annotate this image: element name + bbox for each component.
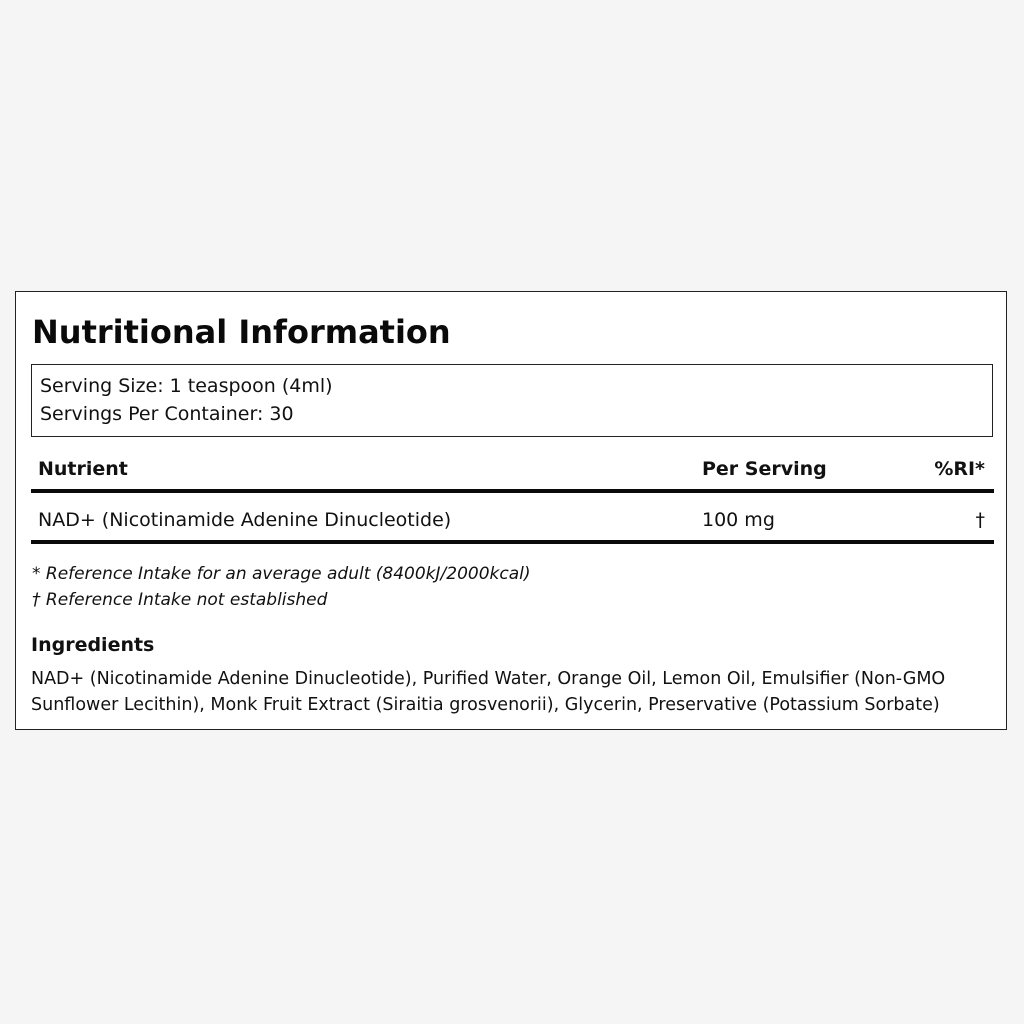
serving-size: Serving Size: 1 teaspoon (4ml) bbox=[40, 375, 333, 397]
column-header-per-serving: Per Serving bbox=[702, 458, 827, 480]
ingredients-heading: Ingredients bbox=[31, 634, 155, 656]
column-header-nutrient: Nutrient bbox=[38, 458, 128, 480]
panel-title: Nutritional Information bbox=[32, 313, 451, 351]
nutrition-panel bbox=[15, 291, 1007, 730]
footnote-not-established: † Reference Intake not established bbox=[32, 590, 328, 610]
servings-per-container: Servings Per Container: 30 bbox=[40, 403, 294, 425]
table-bottom-divider bbox=[31, 540, 994, 544]
ingredients-list: NAD+ (Nicotinamide Adenine Dinucleotide), Purified Water, Orange Oil, Lemon Oil, Emulsifier (Non-GMO Sunflower Lecithin), Monk Fruit Extract (Siraitia grosvenorii), Glycerin, Preservative (Potassium Sorbate) bbox=[31, 669, 946, 715]
row-per-serving-value: 100 mg bbox=[702, 509, 775, 531]
row-ri-value: † bbox=[975, 509, 985, 531]
header-divider bbox=[31, 489, 994, 493]
column-header-ri: %RI* bbox=[934, 458, 985, 480]
serving-info-box bbox=[31, 364, 993, 437]
row-nutrient-name: NAD+ (Nicotinamide Adenine Dinucleotide) bbox=[38, 509, 452, 531]
footnote-reference-intake: * Reference Intake for an average adult (8400kJ/2000kcal) bbox=[32, 564, 531, 584]
